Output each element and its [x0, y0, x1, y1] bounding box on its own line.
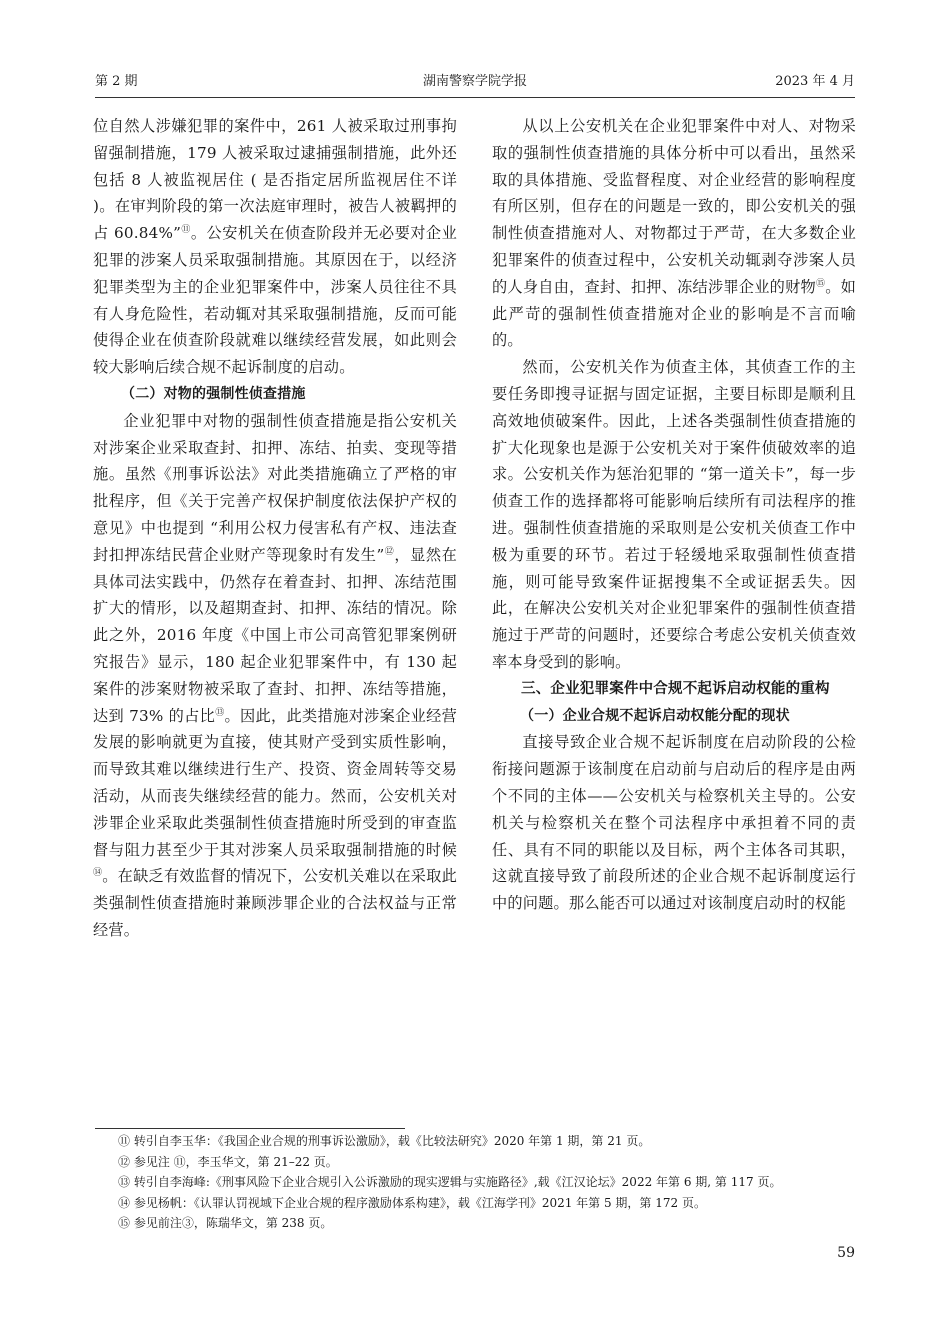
paragraph-continued: 位自然人涉嫌犯罪的案件中，261 人被采取过刑事拘留强制措施，179 人被采取过逮捕强制措施，此外还包括 8 人被监视居住 ( 是否指定居所监视居住不详 )。在审判阶段的第一次法庭审理时，被告人被羁押的占 60.84%”⑪。公安机关在侦查阶段并无必要对企业犯罪的涉案人员采取强制措施。其原因在于，以经济犯罪类型为主的企业犯罪案件中，涉案人员往往不具有人身危险性，若动辄对其采取强制措施，反而可能使得企业在侦查阶段就难以继续经营发展，如此则会较大影响后续合规不起诉制度的启动。: [93, 117, 457, 377]
footnote-rule: [95, 1128, 405, 1129]
right-column: [492, 113, 856, 917]
footnote-ref-12[interactable]: ⑫: [384, 546, 395, 557]
paragraph-analysis: 从以上公安机关在企业犯罪案件中对人、对物采取的强制性侦查措施的具体分析中可以看出，虽然采取的具体措施、受监督程度、对企业经营的影响程度有所区别，但存在的问题是一致的，即公安机关的强制性侦查措施对人、对物都过于严苛，在大多数企业犯罪案件的侦查过程中，公安机关动辄剥夺涉案人员的人身自由，查封、扣押、冻结涉罪企业的财物⑮。如此严苛的强制性侦查措施对企业的影响是不言而喻的。: [492, 117, 857, 350]
footnote-13: ⑬ 转引自李海峰:《刑事风险下企业合规引入公诉激励的现实逻辑与实施路径》,载《江汉论坛》2022 年第 6 期, 第 117 页。: [118, 1175, 782, 1189]
header-journal: 湖南警察学院学报: [422, 74, 527, 89]
header-date: 2023 年 4 月: [775, 74, 855, 89]
footnotes: [118, 1131, 857, 1234]
running-header: [95, 72, 855, 96]
footnote-11: ⑪ 转引自李玉华：《我国企业合规的刑事诉讼激励》，载《比较法研究》2020 年第 1 期，第 21 页。: [118, 1134, 651, 1148]
header-issue: 第 2 期: [95, 74, 138, 89]
footnote-ref-14[interactable]: ⑭: [93, 868, 103, 879]
paragraph-property-measures: 企业犯罪中对物的强制性侦查措施是指公安机关对涉案企业采取查封、扣押、冻结、拍卖、变现等措施。虽然《刑事诉讼法》对此类措施确立了严格的审批程序，但《关于完善产权保护制度依法保护产权的意见》中也提到 “利用公权力侵害私有产权、违法查封扣押冻结民营企业财产等现象时有发生”⑫，显然在具体司法实践中，仍然存在着查封、扣押、冻结范围扩大的情形，以及超期查封、扣押、冻结的情况。除此之外，2016 年度《中国上市公司高管犯罪案例研究报告》显示，180 起企业犯罪案件中，有 130 起案件的涉案财物被采取了查封、扣押、冻结等措施，达到 73% 的占比⑬。因此，此类措施对涉案企业经营发展的影响就更为直接，使其财产受到实质性影响，而导致其难以继续进行生产、投资、资金周转等交易活动，从而丧失继续经营的能力。然而，公安机关对涉罪企业采取此类强制性侦查措施时所受到的审查监督与阻力甚至少于其对涉案人员采取强制措施的时候⑭。在缺乏有效监督的情况下，公安机关难以在采取此类强制性侦查措施时兼顾涉罪企业的合法权益与正常经营。: [93, 411, 457, 939]
footnote-ref-11[interactable]: ⑪: [181, 225, 191, 236]
footnote-ref-15[interactable]: ⑮: [815, 278, 826, 289]
header-rule: [95, 97, 855, 98]
footnote-ref-13[interactable]: ⑬: [215, 707, 225, 718]
paragraph-status: 直接导致企业合规不起诉制度在启动阶段的公检衔接问题源于该制度在启动前与启动后的程序是由两个不同的主体——公安机关与检察机关主导的。公安机关与检察机关在整个司法程序中承担着不同的责任、具有不同的职能以及目标，两个主体各司其职，这就直接导致了前段所述的企业合规不起诉制度运行中的问题。那么能否可以通过对该制度启动时的权能: [492, 733, 856, 913]
subsection-heading-status: （一）企业合规不起诉启动权能分配的现状: [520, 707, 790, 724]
footnote-12: ⑫ 参见注 ⑪，李玉华文，第 21–22 页。: [118, 1154, 338, 1169]
footnote-15: ⑮ 参见前注③，陈瑞华文，第 238 页。: [118, 1216, 333, 1230]
paragraph-efficiency: 然而，公安机关作为侦查主体，其侦查工作的主要任务即搜寻证据与固定证据，主要目标即是顺利且高效地侦破案件。因此，上述各类强制性侦查措施的扩大化现象也是源于公安机关对于案件侦破效率的追求。公安机关作为惩治犯罪的 “第一道关卡”，每一步侦查工作的选择都将可能影响后续所有司法程序的推进。强制性侦查措施的采取则是公安机关侦查工作中极为重要的环节。若过于轻缓地采取强制性侦查措施，则可能导致案件证据搜集不全或证据丢失。因此，在解决公安机关对企业犯罪案件的强制性侦查措施过于严苛的问题时，还要综合考虑公安机关侦查效率本身受到的影响。: [492, 358, 856, 671]
footnote-14: ⑭ 参见杨帆：《认罪认罚视域下企业合规的程序激励体系构建》，载《江海学刊》2021 年第 5 期，第 172 页。: [118, 1195, 706, 1210]
subsection-heading-property: （二）对物的强制性侦查措施: [121, 385, 306, 402]
section-heading-three: 三、企业犯罪案件中合规不起诉启动权能的重构: [521, 680, 830, 697]
left-column: [93, 113, 457, 944]
page-number: 59: [837, 1245, 855, 1261]
